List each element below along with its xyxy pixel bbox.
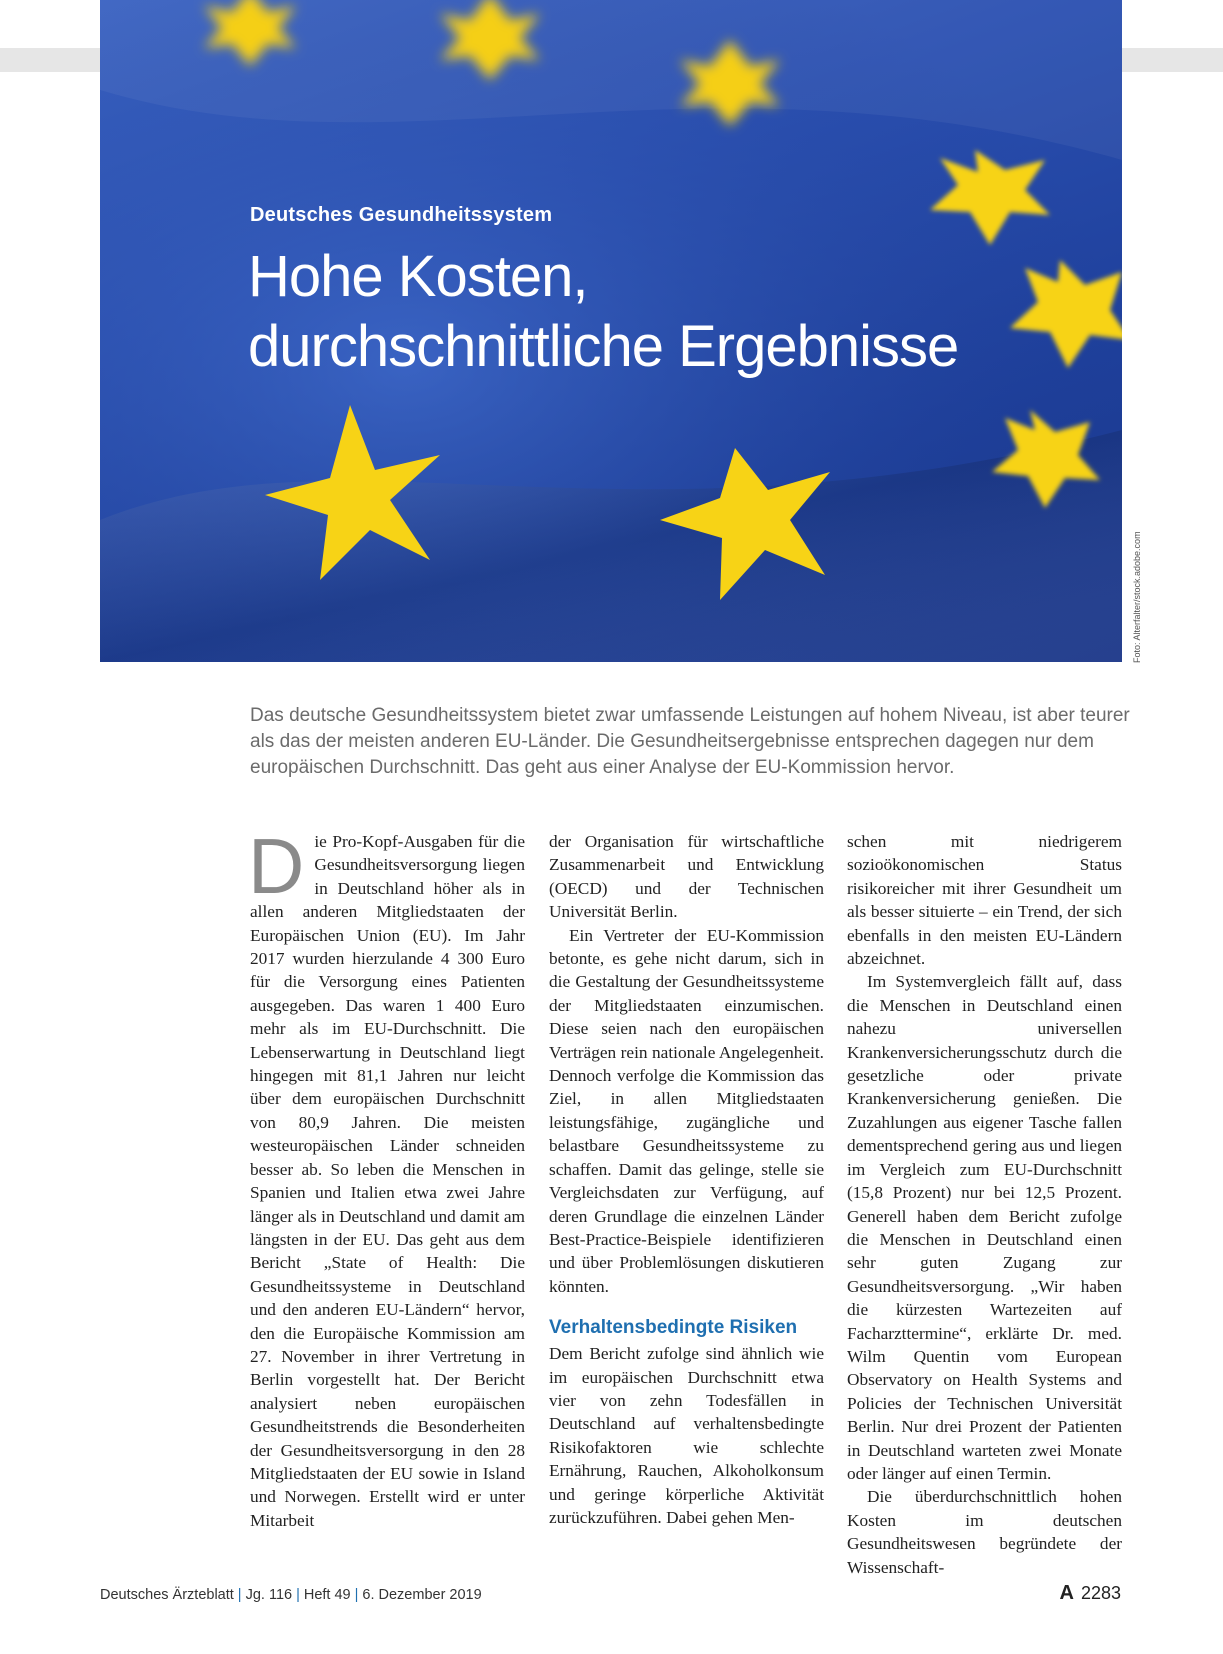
body-paragraph: ie Pro-Kopf-Ausgaben für die Gesundheitsversorgung liegen in Deutschland höher als in allen anderen Mitgliedstaaten der Europäischen Union (EU). Im Jahr 2017 wurden hierzulande 4 300 Euro für die Versorgung eines Patienten ausgegeben. Das waren 1 400 Euro mehr als im EU-Durchschnitt. Die Lebenserwartung in Deutschland liegt hingegen mit 81,1 Jahren nur leicht über dem europäischen Durchschnitt von 80,9 Jahren. Die meisten westeuropäischen Länder schneiden besser ab. So leben die Menschen in Spanien und Italien etwa zwei Jahre länger als in Deutschland und damit am längsten in der EU. Das geht aus dem Bericht „State of Health: Die Gesundheitssysteme in Deutschland und den anderen EU-Ländern“ hervor, den die Europäische Kommission am 27. November in ihrer Vertretung in Berlin vorgestellt hat. Der Bericht analysiert neben europäischen Gesundheitstrends die Besonderheiten der Gesundheitsversorgung in den 28 Mitgliedstaaten der EU sowie in Island und Norwegen. Erstellt wird er unter Mitarbeit bbox=[250, 832, 525, 1530]
body-paragraph: Ein Vertreter der EU-Kommission betonte, es gehe nicht darum, sich in die Gestaltung der Gesundheitssysteme der Mitgliedstaaten einzumischen. Diese seien nach den europäischen Verträgen rein nationale Angelegenheit. Dennoch verfolge die Kommission das Ziel, in allen Mitgliedstaaten leistungsfähige, zugängliche und belastbare Gesundheitssysteme zu schaffen. Damit das gelinge, stelle sie Vergleichsdaten zur Verfügung, auf deren Grundlage die einzelnen Länder Best-Practice-Beispiele identifizieren und über Problemlösungen diskutieren könnten. bbox=[549, 925, 824, 1296]
title-line-2: durchschnittliche Ergebnisse bbox=[248, 314, 959, 379]
page-prefix: A bbox=[1059, 1582, 1074, 1604]
footer-separator: | bbox=[237, 1587, 242, 1603]
journal-volume: Jg. 116 bbox=[245, 1587, 293, 1603]
footer-separator: | bbox=[296, 1587, 300, 1603]
photo-credit: Foto: Alterfalter/stock.adobe.com bbox=[1132, 531, 1142, 663]
body-paragraph: Im Systemvergleich fällt auf, dass die Menschen in Deutschland einen nahezu universellen Krankenversicherungsschutz durch die gesetzliche oder private Krankenversicherung genießen. Die Zuzahlungen aus eigener Tasche fallen dementsprechend gering aus und liegen im Vergleich zum EU-Durchschnitt (15,8 Prozent) nur bei 12,5 Prozent. Generell haben dem Bericht zufolge die Menschen in Deutschland einen sehr guten Zugang zur Gesundheitsversorgung. „Wir haben die kürzesten Wartezeiten auf Facharzttermine“, erklärte Dr. med. Wilm Quentin vom European Observatory on Health Systems and Policies der Technischen Universität Berlin. Nur drei Prozent der Patienten in Deutschland warteten zwei Monate oder länger auf einen Termin. bbox=[847, 972, 1122, 1483]
article-title bbox=[248, 242, 958, 382]
text-column-1 bbox=[248, 822, 525, 1532]
body-paragraph: der Organisation für wirtschaftliche Zusammenarbeit und Entwicklung (OECD) und der Technischen Universität Berlin. bbox=[549, 832, 824, 922]
title-line-1: Hohe Kosten, bbox=[248, 244, 588, 309]
issue-date: 6. Dezember 2019 bbox=[362, 1587, 482, 1603]
body-paragraph: Dem Bericht zufolge sind ähnlich wie im europäischen Durchschnitt etwa vier von zehn Todesfällen in Deutschland auf verhaltensbedingte Risikofaktoren wie schlechte Ernährung, Rauchen, Alkoholkonsum und geringe körperliche Aktivität zurückzuführen. Dabei gehen Men- bbox=[549, 1344, 824, 1527]
text-column-3 bbox=[847, 830, 1122, 1579]
section-subheading: Verhaltensbedingte Risiken bbox=[549, 1317, 798, 1339]
body-paragraph: schen mit niedrigerem sozioökonomischen Status risikoreicher mit ihrer Gesundheit um als besser situierte – ein Trend, der sich ebenfalls in den meisten EU-Ländern abzeichnet. bbox=[847, 832, 1122, 969]
drop-cap: D bbox=[248, 822, 305, 910]
text-column-2 bbox=[549, 830, 824, 1529]
lead-paragraph: Das deutsche Gesundheitssystem bietet zwar umfassende Leistungen auf hohem Niveau, ist aber teurer als das der meisten anderen EU-Länder. Die Gesundheitsergebnisse entsprechen dagegen nur dem europäischen Durchschnitt. Das geht aus einer Analyse der EU-Kommission hervor. bbox=[250, 705, 1130, 778]
journal-name: Deutsches Ärzteblatt bbox=[100, 1587, 234, 1603]
journal-issue: Heft 49 bbox=[303, 1587, 351, 1603]
eu-flag-photo bbox=[100, 0, 1122, 662]
page-number-value: 2283 bbox=[1080, 1583, 1121, 1603]
footer-separator: | bbox=[354, 1587, 359, 1603]
body-paragraph: Die überdurchschnittlich hohen Kosten im deutschen Gesundheitswesen begründete der Wissenschaft- bbox=[847, 1487, 1122, 1577]
article-kicker: Deutsches Gesundheitssystem bbox=[250, 204, 553, 226]
page-footer-citation bbox=[100, 1587, 482, 1603]
page-number bbox=[1059, 1582, 1121, 1605]
